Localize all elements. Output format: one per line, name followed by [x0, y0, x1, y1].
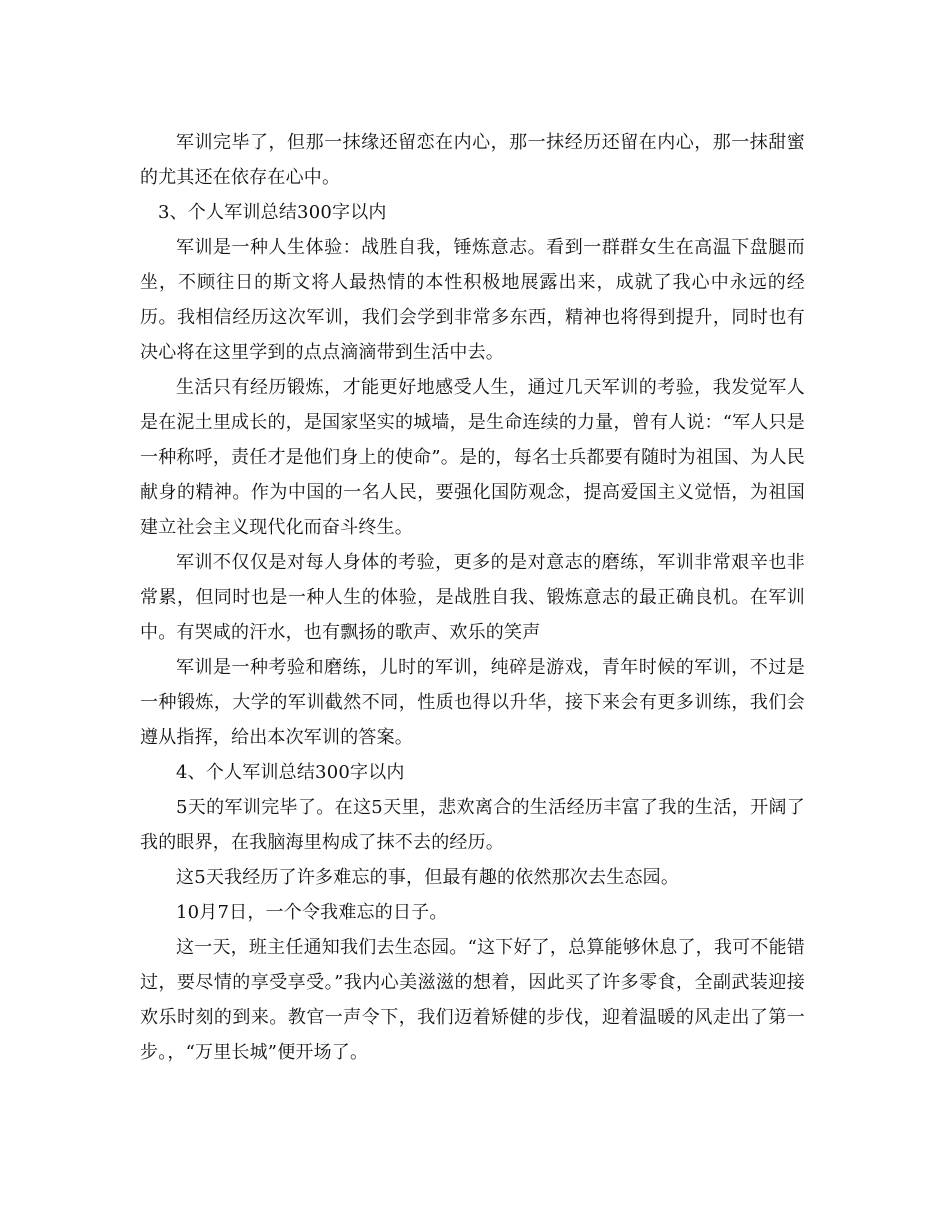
document-body	[140, 125, 805, 1070]
section-heading-4: 4、个人军训总结300字以内	[176, 762, 405, 783]
section-heading-3: 3、个人军训总结300字以内	[158, 202, 387, 223]
paragraph-life-experience: 军训是一种人生体验：战胜自我，锤炼意志。看到一群群女生在高温下盘腿而坐，不顾往日的斯文将人最热情的本性积极地展露出来，成就了我心中永远的经历。我相信经历这次军训，我们会学到非常多东西，精神也将得到提升，同时也有决心将在这里学到的点点滴滴带到生活中去。	[140, 237, 805, 363]
paragraph-five-days: 5天的军训完毕了。在这5天里，悲欢离合的生活经历丰富了我的生活，开阔了我的眼界，在我脑海里构成了抹不去的经历。	[140, 797, 805, 853]
paragraph-date: 10月7日，一个令我难忘的日子。	[176, 902, 448, 923]
paragraph-test-and-training: 军训是一种考验和磨练，儿时的军训，纯碎是游戏，青年时候的军训，不过是一种锻炼，大学的军训截然不同，性质也得以升华，接下来会有更多训练，我们会遵从指挥，给出本次军训的答案。	[140, 657, 805, 748]
paragraph-will-training: 军训不仅仅是对每人身体的考验，更多的是对意志的磨练，军训非常艰辛也非常累，但同时也是一种人生的体验，是战胜自我、锻炼意志的最正确良机。在军训中。有哭咸的汗水，也有飘扬的歌声、欢乐的笑声	[140, 552, 805, 643]
paragraph-soldier-mission: 生活只有经历锻炼，才能更好地感受人生，通过几天军训的考验，我发觉军人是在泥土里成长的，是国家坚实的城墙，是生命连续的力量，曾有人说：“军人只是一种称呼，责任才是他们身上的使命”。是的，每名士兵都要有随时为祖国、为人民献身的精神。作为中国的一名人民，要强化国防观念，提高爱国主义觉悟，为祖国建立社会主义现代化而奋斗终生。	[140, 377, 805, 538]
paragraph-trip-story: 这一天，班主任通知我们去生态园。“这下好了，总算能够休息了，我可不能错过，要尽情的享受享受。”我内心美滋滋的想着，因此买了许多零食，全副武装迎接欢乐时刻的到来。教官一声令下，我们迈着矫健的步伐，迎着温暖的风走出了第一步。，“万里长城”便开场了。	[140, 937, 805, 1063]
paragraph-eco-park: 这5天我经历了许多难忘的事，但最有趣的依然那次去生态园。	[176, 867, 680, 888]
paragraph-ending-reflection: 军训完毕了，但那一抹缘还留恋在内心，那一抹经历还留在内心，那一抹甜蜜的尤其还在依存在心中。	[140, 132, 805, 188]
